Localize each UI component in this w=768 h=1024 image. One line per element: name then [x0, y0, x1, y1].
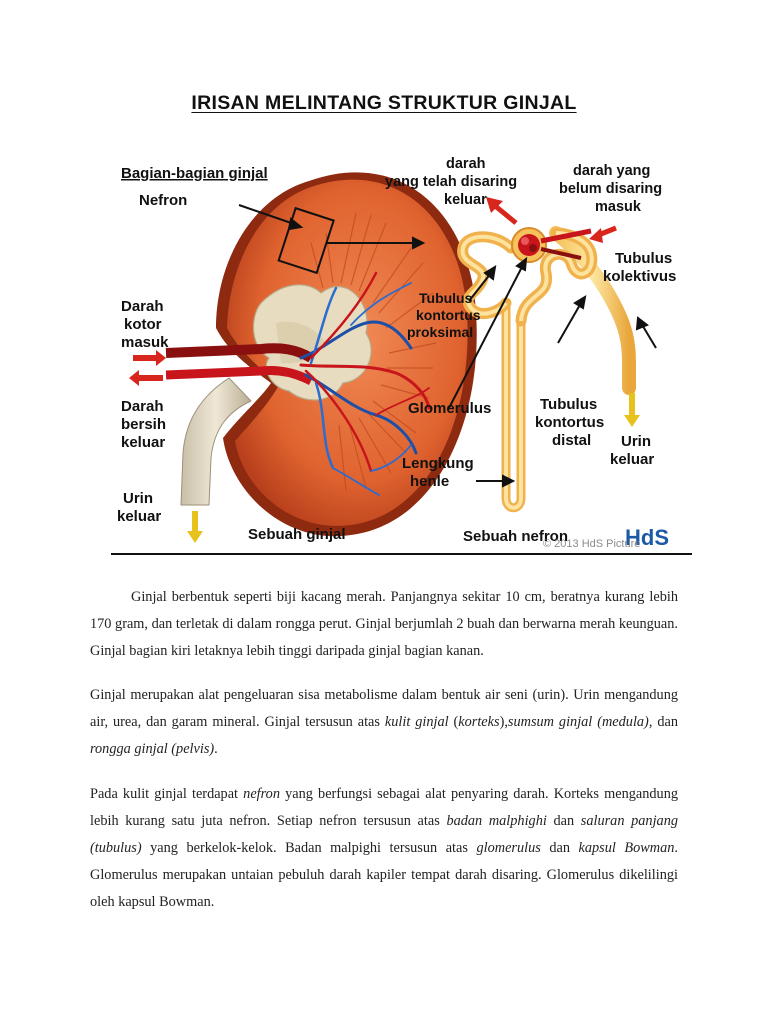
p2-em-sumsum: sumsum ginjal (medula)	[507, 714, 649, 730]
label-urin-right-2: keluar	[610, 451, 655, 468]
p3-text-g: yang berkelok-kelok. Badan malpighi tersusun atas	[141, 840, 477, 856]
p2-text-a: Ginjal merupakan alat pengeluaran sisa metabolisme dalam bentuk air seni (urin). Urin mengandung air, urea, dan garam mineral. Ginjal tersusun atas	[90, 687, 678, 730]
p2-text-c: (	[448, 714, 459, 730]
page-title	[0, 92, 768, 115]
label-darah-belum-2: belum disaring	[559, 181, 663, 197]
label-urin-left-2: keluar	[117, 508, 162, 525]
label-urin-left-1: Urin	[123, 490, 153, 507]
hds-logo: HdS	[625, 525, 669, 550]
p2-em-korteks: korteks	[458, 714, 500, 730]
label-distal-2: kontortus	[535, 414, 605, 431]
label-darah-disaring-1: darah	[446, 156, 486, 172]
label-darah-kotor-3: masuk	[121, 334, 169, 351]
glomerulus-knot	[518, 234, 540, 256]
kidney-diagram	[111, 153, 692, 555]
label-distal-1: Tubulus	[540, 396, 598, 413]
p3-em-saluran-panjang: saluran panjang (tubulus)	[90, 813, 678, 856]
label-lengkung-2: henle	[410, 473, 450, 490]
label-darah-disaring-2: yang telah disaring	[385, 174, 518, 190]
label-darah-kotor-2: kotor	[124, 316, 162, 333]
p3-text-e: dan	[546, 813, 581, 829]
nephron-illustration	[463, 197, 629, 508]
label-bagian-ginjal: Bagian-bagian ginjal	[121, 165, 268, 182]
paragraph-1: Ginjal berbentuk seperti biji kacang merah. Panjangnya sekitar 10 cm, beratnya kurang lebih 170 gram, dan terletak di dalam rongga perut. Ginjal berjumlah 2 buah dan berwarna merah keunguan. Ginjal bagian kiri letaknya lebih tinggi daripada ginjal bagian kanan.	[90, 589, 678, 659]
p2-text-e: ),	[499, 714, 508, 730]
watermark: © 2013 HdS Picture	[543, 538, 641, 550]
p2-text-i: .	[214, 741, 218, 757]
label-proksimal-3: proksimal	[407, 324, 474, 340]
label-proksimal-2: kontortus	[416, 307, 481, 323]
p3-text-k: . Glomerulus merupakan untaian pebuluh darah kapiler tempat darah disaring. Glomerulus dikelilingi oleh kapsul Bowman.	[90, 840, 678, 910]
label-darah-bersih-1: Darah	[121, 398, 164, 415]
label-lengkung-1: Lengkung	[402, 455, 474, 472]
page-title-text: IRISAN MELINTANG STRUKTUR GINJAL	[191, 92, 577, 114]
label-darah-disaring-3: keluar	[444, 192, 487, 208]
label-urin-right-1: Urin	[621, 433, 651, 450]
p2-em-rongga: rongga ginjal (pelvis)	[90, 741, 215, 757]
label-sebuah-ginjal: Sebuah ginjal	[248, 526, 346, 543]
label-darah-kotor-1: Darah	[121, 298, 164, 315]
label-nefron: Nefron	[139, 192, 188, 209]
loop-of-henle	[506, 303, 521, 508]
p3-em-nefron: nefron	[243, 786, 280, 802]
p3-text-c: yang berfungsi sebagai alat penyaring darah. Korteks mengandung lebih kurang satu juta nefron. Setiap nefron tersusun atas	[90, 786, 678, 829]
label-darah-bersih-3: keluar	[121, 434, 166, 451]
p3-em-badan-malphighi: badan malphighi	[446, 813, 547, 829]
arrow-blood-out	[494, 205, 516, 223]
label-darah-bersih-2: bersih	[121, 416, 167, 433]
label-sebuah-nefron: Sebuah nefron	[463, 528, 569, 545]
paragraph-3	[90, 781, 678, 916]
p2-em-kulit-ginjal: kulit ginjal	[384, 714, 449, 730]
label-darah-belum-1: darah yang	[573, 163, 651, 179]
label-kolektivus-1: Tubulus	[615, 250, 673, 267]
paragraph-2	[90, 682, 678, 763]
label-darah-belum-3: masuk	[595, 199, 641, 215]
label-kolektivus-2: kolektivus	[603, 268, 677, 285]
label-proksimal-1: Tubulus	[419, 290, 473, 306]
p3-em-glomerulus: glomerulus	[476, 840, 541, 856]
label-distal-3: distal	[552, 432, 592, 449]
p2-text-g: , dan	[648, 714, 678, 730]
p3-text-a: Pada kulit ginjal terdapat	[90, 786, 244, 802]
p3-em-kapsul-bowman: kapsul Bowman	[578, 840, 675, 856]
p3-text-i: dan	[540, 840, 579, 856]
label-glomerulus: Glomerulus	[408, 400, 492, 417]
